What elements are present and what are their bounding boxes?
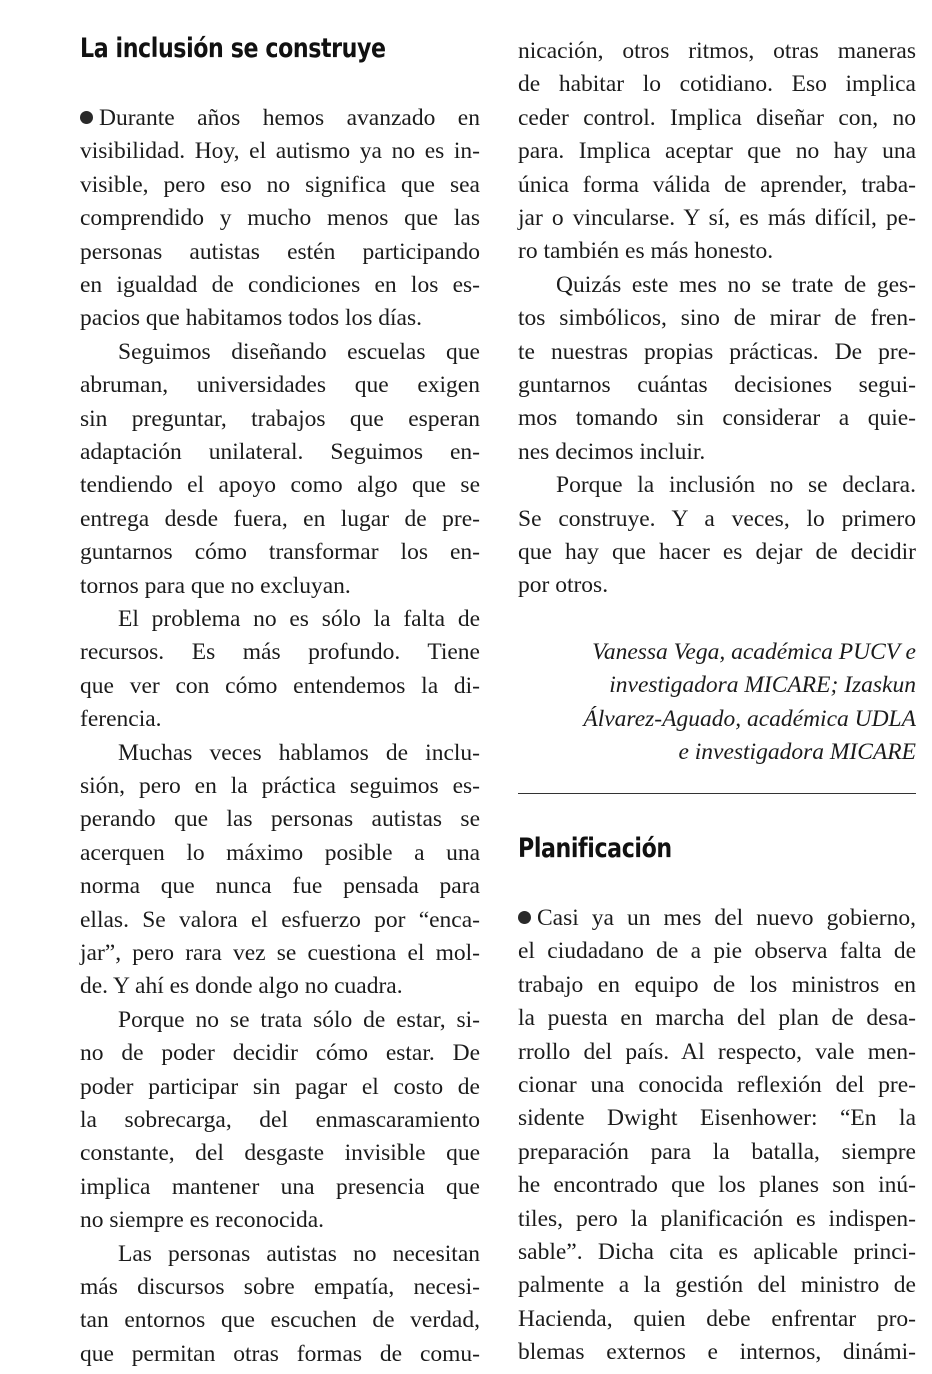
text-line: sidente Dwight Eisenhower: “En la bbox=[518, 1105, 916, 1132]
text-line: sin preguntar, trabajos que esperan bbox=[80, 405, 480, 432]
text-line: visible, pero eso no significa que sea bbox=[80, 171, 480, 198]
text-line: Seguimos diseñando escuelas que bbox=[118, 338, 480, 365]
text-line: mos tomando sin considerar a quie- bbox=[518, 405, 916, 432]
text-line: de. Y ahí es donde algo no cuadra. bbox=[80, 973, 403, 1000]
text-line: tiles, pero la planificación es indispen- bbox=[518, 1205, 916, 1232]
text-line: nicación, otros ritmos, otras maneras bbox=[518, 38, 916, 64]
text-line: única forma válida de aprender, traba- bbox=[518, 171, 916, 198]
text-line: no siempre es reconocida. bbox=[80, 1207, 325, 1234]
text-line: ferencia. bbox=[80, 706, 162, 733]
text-line: que hay que hacer es dejar de decidir bbox=[518, 539, 916, 565]
text-line bbox=[518, 902, 916, 935]
text-line: Quizás este mes no se trate de ges- bbox=[556, 271, 916, 298]
text-line: que permitan otras formas de comu- bbox=[80, 1340, 480, 1367]
text-line: jar o vincularse. Y sí, es más difícil, pe- bbox=[518, 205, 916, 231]
text-line bbox=[80, 102, 480, 135]
text-line: la puesta en marcha del plan de desa- bbox=[518, 1005, 916, 1032]
text-line: norma que nunca fue pensada para bbox=[80, 873, 480, 900]
text-line-content: Durante años hemos avanzado en bbox=[99, 105, 480, 131]
text-line: de habitar lo cotidiano. Eso implica bbox=[518, 71, 916, 98]
text-line: Porque no se trata sólo de estar, si- bbox=[118, 1006, 480, 1033]
text-line: sión, pero en la práctica seguimos es- bbox=[80, 773, 480, 799]
text-line: visibilidad. Hoy, el autismo ya no es in- bbox=[80, 138, 480, 165]
text-line: la sobrecarga, del enmascaramiento bbox=[80, 1107, 480, 1133]
text-line: adaptación unilateral. Seguimos en- bbox=[80, 439, 480, 465]
text-line: pacios que habitamos todos los días. bbox=[80, 305, 423, 332]
section-divider bbox=[518, 793, 916, 794]
signature-line: Vanessa Vega, académica PUCV e bbox=[592, 639, 916, 665]
text-line: sable”. Dicha cita es aplicable princi- bbox=[518, 1239, 916, 1265]
text-line: implica mantener una presencia que bbox=[80, 1173, 480, 1200]
text-line: Muchas veces hablamos de inclu- bbox=[118, 739, 480, 766]
text-line: comprendido y mucho menos que las bbox=[80, 205, 480, 232]
signature-line: investigadora MICARE; Izaskun bbox=[609, 672, 916, 699]
signature-line: e investigadora MICARE bbox=[678, 739, 916, 766]
text-line: tendiendo el apoyo como algo que se bbox=[80, 472, 480, 499]
text-line: perando que las personas autistas se bbox=[80, 806, 480, 833]
text-line: jar”, pero rara vez se cuestiona el mol- bbox=[80, 940, 480, 966]
text-line: Se construye. Y a veces, lo primero bbox=[518, 505, 916, 532]
text-line: trabajo en equipo de los ministros en bbox=[518, 971, 916, 998]
text-line: ellas. Se valora el esfuerzo por “enca- bbox=[80, 906, 480, 933]
text-line: te nuestras propias prácticas. De pre- bbox=[518, 338, 916, 365]
text-line: por otros. bbox=[518, 572, 609, 599]
text-line: el ciudadano de a pie observa falta de bbox=[518, 938, 916, 965]
bullet-icon bbox=[518, 911, 531, 924]
text-line: más discursos sobre empatía, necesi- bbox=[80, 1274, 480, 1300]
text-line: ro también es más honesto. bbox=[518, 238, 774, 265]
text-line: rrollo del país. Al respecto, vale men- bbox=[518, 1038, 916, 1065]
headline-planificacion: Planificación bbox=[518, 833, 672, 864]
text-line: nes decimos incluir. bbox=[518, 438, 706, 465]
text-line: para. Implica aceptar que no hay una bbox=[518, 138, 916, 165]
text-line: El problema no es sólo la falta de bbox=[118, 606, 480, 632]
text-line-content: Casi ya un mes del nuevo gobierno, bbox=[537, 905, 916, 931]
text-line: preparación para la batalla, siempre bbox=[518, 1138, 916, 1165]
text-line: cionar una conocida reflexión del pre- bbox=[518, 1072, 916, 1098]
text-line: Las personas autistas no necesitan bbox=[118, 1240, 480, 1267]
text-line: ceder control. Implica diseñar con, no bbox=[518, 104, 916, 131]
text-line: guntarnos cómo transformar los en- bbox=[80, 539, 480, 566]
text-line: personas autistas estén participando bbox=[80, 238, 480, 265]
text-line: guntarnos cuántas decisiones segui- bbox=[518, 372, 916, 398]
text-line: poder participar sin pagar el costo de bbox=[80, 1073, 480, 1100]
text-line: Hacienda, quien debe enfrentar pro- bbox=[518, 1305, 916, 1332]
text-line: entrega desde fuera, en lugar de pre- bbox=[80, 505, 480, 532]
text-line: Porque la inclusión no se declara. bbox=[556, 472, 916, 499]
text-line: tan entornos que escuchen de verdad, bbox=[80, 1307, 480, 1334]
text-line: blemas externos e internos, dinámi- bbox=[518, 1339, 916, 1366]
signature-line: Álvarez-Aguado, académica UDLA bbox=[583, 705, 916, 732]
text-line: tornos para que no excluyan. bbox=[80, 572, 351, 599]
text-line: recursos. Es más profundo. Tiene bbox=[80, 639, 480, 666]
text-line: que ver con cómo entendemos la di- bbox=[80, 672, 480, 699]
bullet-icon bbox=[80, 111, 93, 124]
text-line: acerquen lo máximo posible a una bbox=[80, 839, 480, 866]
text-line: en igualdad de condiciones en los es- bbox=[80, 272, 480, 298]
text-line: abruman, universidades que exigen bbox=[80, 372, 480, 399]
text-line: constante, del desgaste invisible que bbox=[80, 1140, 480, 1167]
text-line: no de poder decidir cómo estar. De bbox=[80, 1040, 480, 1067]
headline-inclusion: La inclusión se construye bbox=[80, 33, 386, 64]
text-line: palmente a la gestión del ministro de bbox=[518, 1272, 916, 1299]
text-line: tos simbólicos, sino de mirar de fren- bbox=[518, 305, 916, 332]
text-line: he encontrado que los planes son inú- bbox=[518, 1172, 916, 1199]
